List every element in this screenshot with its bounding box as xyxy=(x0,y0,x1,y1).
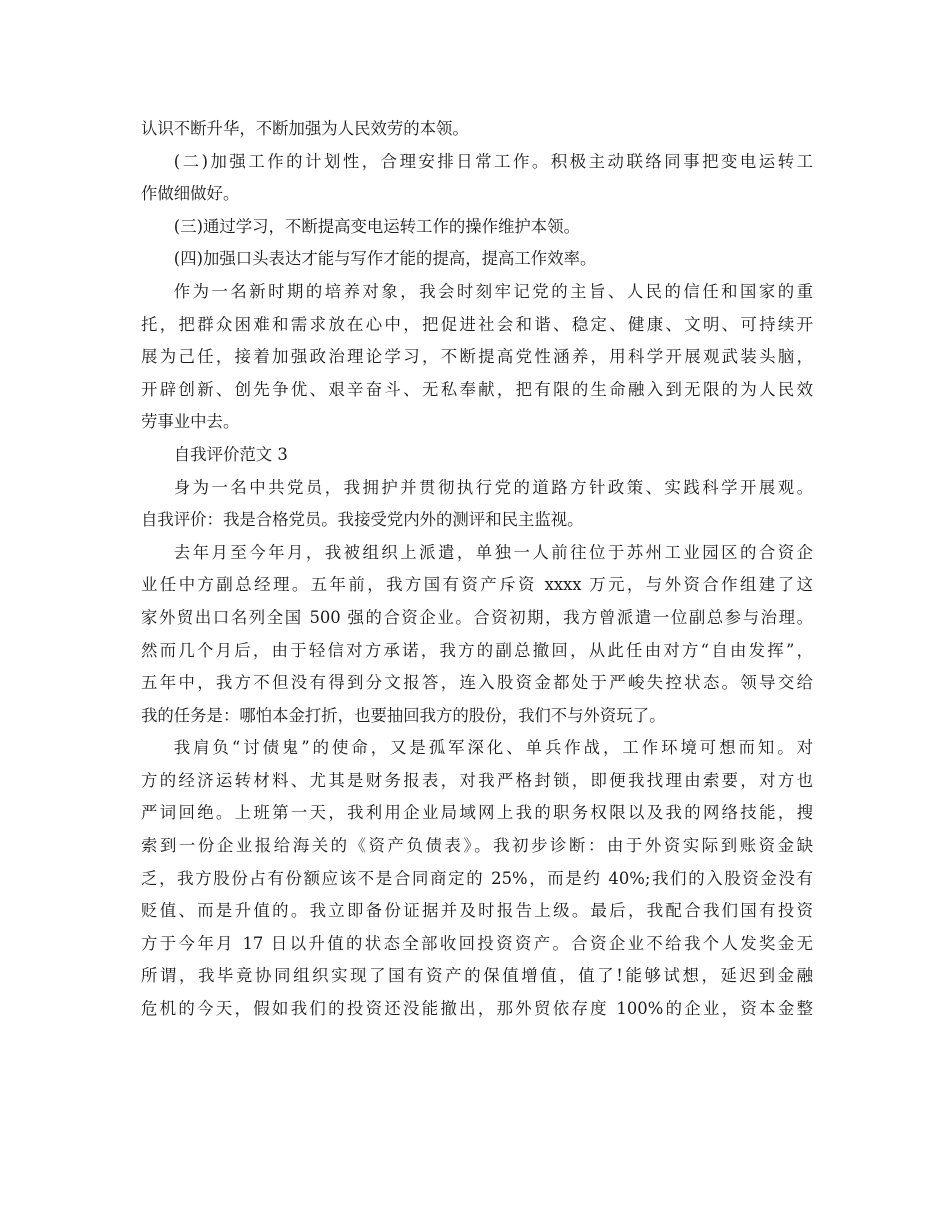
text-line: 方的经济运转材料、尤其是财务报表，对我严格封锁，即便我找理由索要，对方也 xyxy=(141,770,813,790)
text-line: 托，把群众困难和需求放在心中，把促进社会和谐、稳定、健康、文明、可持续开 xyxy=(141,314,813,334)
text-line: 索到一份企业报给海关的《资产负债表》。我初步诊断：由于外资实际到账资金缺 xyxy=(141,836,813,856)
text-line: 严词回绝。上班第一天，我利用企业局域网上我的职务权限以及我的网络技能，搜 xyxy=(141,803,813,823)
text-line: 身为一名中共党员，我拥护并贯彻执行党的道路方针政策、实践科学开展观。 xyxy=(173,477,813,497)
text-line: (三)通过学习，不断提高变电运转工作的操作维护本领。 xyxy=(173,216,580,236)
text-line: 家外贸出口名列全国 500 强的合资企业。合资初期，我方曾派遣一位副总参与治理。 xyxy=(141,607,813,627)
text-line: 劳事业中去。 xyxy=(141,412,240,432)
text-line: 我的任务是：哪怕本金打折，也要抽回我方的股份，我们不与外资玩了。 xyxy=(141,705,666,725)
text-line: (二)加强工作的计划性，合理安排日常工作。积极主动联络同事把变电运转工 xyxy=(173,151,813,171)
document-body xyxy=(141,113,813,1026)
text-line: 乏，我方股份占有份额应该不是合同商定的 25%，而是约 40%;我们的入股资金没有 xyxy=(141,868,813,888)
text-line: 然而几个月后，由于轻信对方承诺，我方的副总撤回，从此任由对方“自由发挥”， xyxy=(141,640,813,660)
text-line: 展为己任，接着加强政治理论学习，不断提高党性涵养，用科学开展观武装头脑， xyxy=(141,347,813,367)
text-line: 所谓，我毕竟协同组织实现了国有资产的保值增值，值了!能够试想，延迟到金融 xyxy=(141,966,813,986)
text-line: 自我评价：我是合格党员。我接受党内外的测评和民主监视。 xyxy=(141,510,584,530)
text-line: (四)加强口头表达才能与写作才能的提高，提高工作效率。 xyxy=(173,249,597,269)
text-line: 自我评价范文 3 xyxy=(173,444,288,464)
text-line: 作做细做好。 xyxy=(141,184,240,204)
text-line: 开辟创新、创先争优、艰辛奋斗、无私奉献，把有限的生命融入到无限的为人民效 xyxy=(141,379,813,399)
text-line: 业任中方副总经理。五年前，我方国有资产斥资 xxxx 万元，与外资合作组建了这 xyxy=(141,575,813,595)
text-line: 贬值、而是升值的。我立即备份证据并及时报告上级。最后，我配合我们国有投资 xyxy=(141,901,813,921)
text-line: 五年中，我方不但没有得到分文报答，连入股资金都处于严峻失控状态。领导交给 xyxy=(141,673,813,693)
text-line: 认识不断升华，不断加强为人民效劳的本领。 xyxy=(141,119,469,138)
text-line: 去年月至今年月，我被组织上派遣，单独一人前往位于苏州工业园区的合资企 xyxy=(173,542,813,562)
text-line: 方于今年月 17 日以升值的状态全部收回投资资产。合资企业不给我个人发奖金无 xyxy=(141,933,813,953)
text-line: 我肩负“讨债鬼”的使命，又是孤军深化、单兵作战，工作环境可想而知。对 xyxy=(173,738,813,758)
text-line: 危机的今天，假如我们的投资还没能撤出，那外贸依存度 100%的企业，资本金整 xyxy=(141,999,813,1019)
text-line: 作为一名新时期的培养对象，我会时刻牢记党的主旨、人民的信任和国家的重 xyxy=(173,281,813,301)
